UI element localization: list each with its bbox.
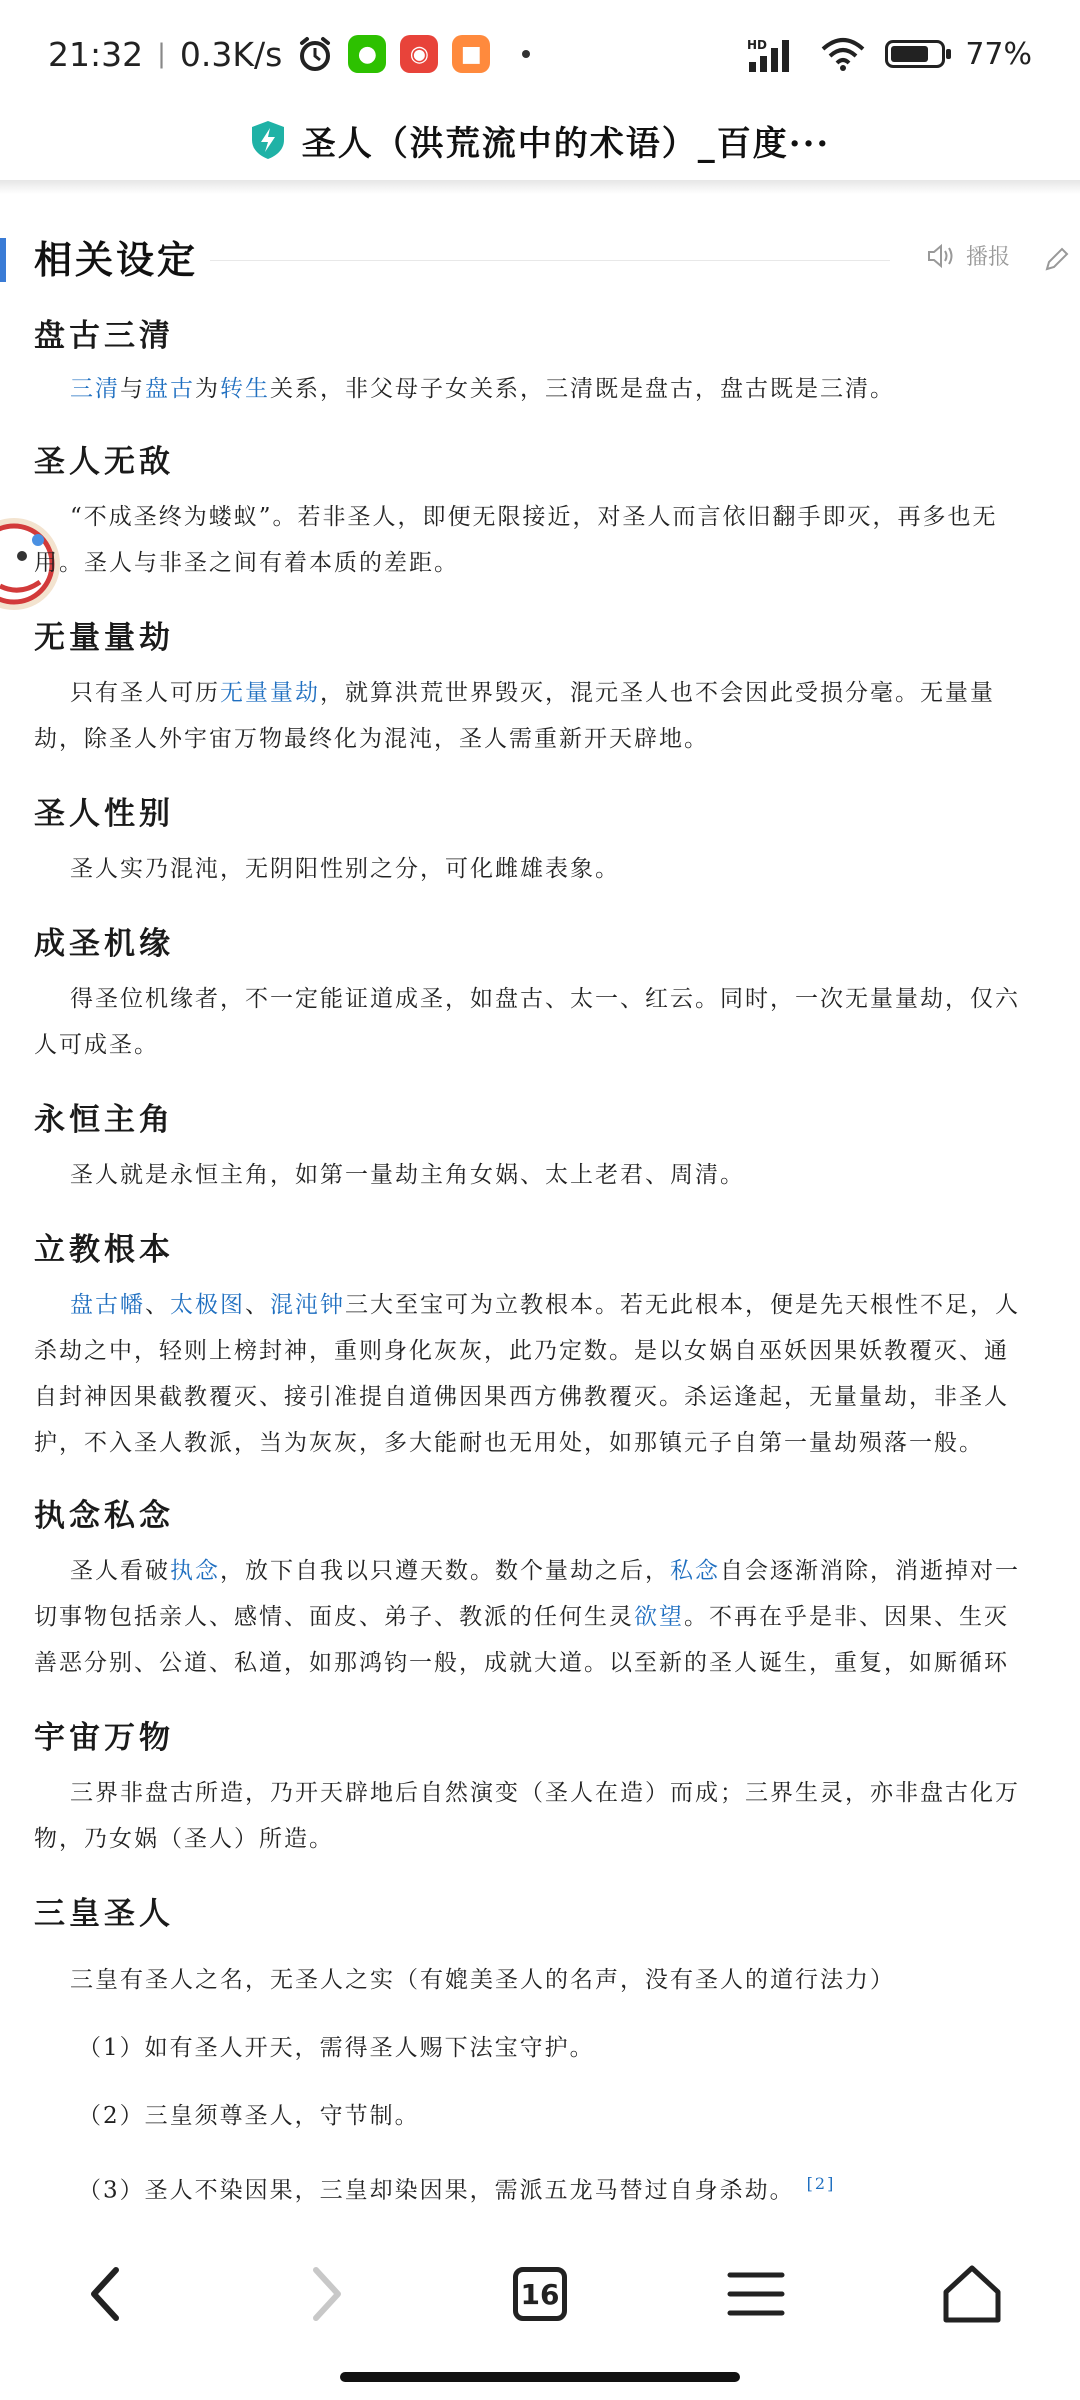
heading-shengren-xingbie: 圣人性别 [34, 796, 174, 832]
wifi-icon [821, 37, 865, 71]
paragraph-wuliang-liangjie [34, 670, 1080, 762]
list-item [34, 2150, 1080, 2225]
link-wuliang-liangjie[interactable]: 无量量劫 [220, 680, 320, 706]
battery-percent: 77% [965, 36, 1032, 72]
hamburger-menu-icon [726, 2269, 786, 2319]
link-zhinian[interactable]: 执念 [170, 1558, 220, 1584]
link-taijitu[interactable]: 太极图 [170, 1292, 245, 1318]
app-notification-icon: ◉ [400, 35, 438, 73]
link-sinian[interactable]: 私念 [670, 1558, 720, 1584]
network-type-label: HD [747, 38, 768, 52]
link-zhuansheng[interactable]: 转生 [220, 376, 270, 402]
paragraph-pangu-sanqing [34, 366, 1080, 412]
section-title: 相关设定 [34, 237, 199, 282]
list-item: （1）如有圣人开天，需得圣人赐下法宝守护。 [78, 2035, 595, 2061]
shopping-app-icon: ■ [452, 35, 490, 73]
text-fragment: 、 [145, 1292, 170, 1318]
text-line: 圣人实乃混沌，无阴阳性别之分，可化雌雄表象。 [70, 856, 620, 882]
tabs-button[interactable] [500, 2254, 580, 2334]
tts-button[interactable] [926, 240, 1010, 271]
signal-icon [747, 36, 801, 72]
status-bar [0, 0, 1080, 100]
text-line: “不成圣终为蝼蚁”。若非圣人，即便无限接近，对圣人而言依旧翻手即灭，再多也无 [70, 504, 998, 530]
text-fragment: 。不再在乎是非、因果、生灭 [684, 1604, 1009, 1630]
wechat-icon: ● [348, 35, 386, 73]
paragraph-shengren-xingbie [34, 846, 1080, 892]
status-right [747, 26, 1032, 82]
security-shield-icon [250, 120, 286, 160]
text-line: 劫，除圣人外宇宙万物最终化为混沌，圣人需重新开天辟地。 [34, 726, 709, 752]
text-line: 自封神因果截教覆灭、接引准提自道佛因果西方佛教覆灭。杀运逢起，无量量劫，非圣人 [34, 1384, 1009, 1410]
heading-shengren-wudi: 圣人无敌 [34, 444, 174, 480]
text-line: 物，乃女娲（圣人）所造。 [34, 1826, 334, 1852]
paragraph-yuzhou-wanwu [34, 1770, 1080, 1862]
text-fragment: ，就算洪荒世界毁灭，混元圣人也不会因此受损分毫。无量量 [320, 680, 995, 706]
text-fragment: 与 [120, 376, 145, 402]
text-fragment: 三大至宝可为立教根本。若无此根本，便是先天根性不足，人 [345, 1292, 1020, 1318]
list-item-text: （3）圣人不染因果，三皇却染因果，需派五龙马替过自身杀劫。 [78, 2177, 795, 2204]
heading-yuzhou-wanwu: 宇宙万物 [34, 1720, 174, 1756]
text-line: 善恶分别、公道、私道，如那鸿钧一般，成就大道。以至新的圣人诞生，重复，如厮循环 [34, 1650, 1009, 1676]
gesture-home-indicator[interactable] [340, 2372, 740, 2382]
heading-yongheng-zhujue: 永恒主角 [34, 1102, 174, 1138]
section-accent-bar [0, 238, 6, 282]
link-sanqing[interactable]: 三清 [70, 376, 120, 402]
status-time: 21:32 [48, 34, 144, 74]
title-bar-divider [0, 180, 1080, 194]
section-divider [210, 260, 890, 261]
text-fragment: 圣人看破 [70, 1558, 170, 1584]
alarm-icon [296, 35, 334, 73]
text-line: 三界非盘古所造，乃开天辟地后自然演变（圣人在造）而成；三界生灵，亦非盘古化万 [70, 1780, 1020, 1806]
text-line: 杀劫之中，轻则上榜封神，重则身化灰灰，此乃定数。是以女娲自巫妖因果妖教覆灭、通 [34, 1338, 1009, 1364]
speaker-icon [926, 243, 956, 269]
paragraph-lijiao-genben [34, 1282, 1080, 1466]
bottom-navigation [0, 2220, 1080, 2360]
page-title: 圣人（洪荒流中的术语）_百度··· [301, 123, 831, 164]
text-fragment: 自会逐渐消除，消逝掉对一 [720, 1558, 1020, 1584]
text-line: 圣人就是永恒主角，如第一量劫主角女娲、太上老君、周清。 [70, 1162, 745, 1188]
status-left [48, 26, 530, 82]
status-separator: | [157, 39, 166, 69]
text-fragment: 、 [245, 1292, 270, 1318]
link-pangu[interactable]: 盘古 [145, 376, 195, 402]
text-fragment: 切事物包括亲人、感情、面皮、弟子、教派的任何生灵 [34, 1604, 634, 1630]
text-line: 人可成圣。 [34, 1032, 159, 1058]
link-panguofan[interactable]: 盘古幡 [70, 1292, 145, 1318]
text-line: 得圣位机缘者，不一定能证道成圣，如盘古、太一、红云。同时，一次无量量劫，仅六 [70, 986, 1020, 1012]
more-notifications-dot [522, 50, 530, 58]
heading-pangu-sanqing: 盘古三清 [34, 318, 174, 354]
paragraph-sanhuang-shengren [34, 1946, 1080, 2225]
tts-label: 播报 [965, 245, 1010, 270]
page-title-bar[interactable] [0, 100, 1080, 180]
text-fragment: 为 [195, 376, 220, 402]
heading-lijiao-genben: 立教根本 [34, 1232, 174, 1268]
tab-count: 16 [513, 2267, 567, 2321]
heading-zhinian-sinian: 执念私念 [34, 1498, 174, 1534]
list-item: （2）三皇须尊圣人，守节制。 [78, 2103, 420, 2129]
heading-chengsheng-jiyuan: 成圣机缘 [34, 926, 174, 962]
reference-link[interactable]: [2] [806, 2174, 836, 2193]
text-line: 用。圣人与非圣之间有着本质的差距。 [34, 550, 459, 576]
heading-sanhuang-shengren: 三皇圣人 [34, 1896, 174, 1932]
chevron-left-icon [86, 2264, 126, 2324]
heading-wuliang-liangjie: 无量量劫 [34, 620, 174, 656]
home-button[interactable] [932, 2254, 1012, 2334]
link-hundunzhong[interactable]: 混沌钟 [270, 1292, 345, 1318]
network-speed: 0.3K/s [179, 34, 283, 74]
battery-fill [891, 46, 928, 62]
paragraph-zhinian-sinian [34, 1548, 1080, 1686]
text-fragment: 关系，非父母子女关系，三清既是盘古，盘古既是三清。 [270, 376, 895, 402]
forward-button[interactable] [286, 2254, 366, 2334]
text-line: 三皇有圣人之名，无圣人之实（有媲美圣人的名声，没有圣人的道行法力） [70, 1967, 895, 1993]
text-fragment: 只有圣人可历 [70, 680, 220, 706]
text-fragment: ，放下自我以只遵天数。数个量劫之后， [220, 1558, 670, 1584]
paragraph-shengren-wudi [34, 494, 1080, 586]
link-yuwang[interactable]: 欲望 [634, 1604, 684, 1630]
paragraph-chengsheng-jiyuan [34, 976, 1080, 1068]
menu-button[interactable] [716, 2254, 796, 2334]
edit-pencil-icon[interactable] [1042, 244, 1072, 274]
battery-icon [885, 40, 945, 68]
chevron-right-icon [306, 2264, 346, 2324]
text-line: 护，不入圣人教派，当为灰灰，多大能耐也无用处，如那镇元子自第一量劫殒落一般。 [34, 1430, 984, 1456]
home-icon [940, 2262, 1004, 2326]
back-button[interactable] [66, 2254, 146, 2334]
section-header [0, 230, 1080, 290]
paragraph-yongheng-zhujue [34, 1152, 1080, 1198]
